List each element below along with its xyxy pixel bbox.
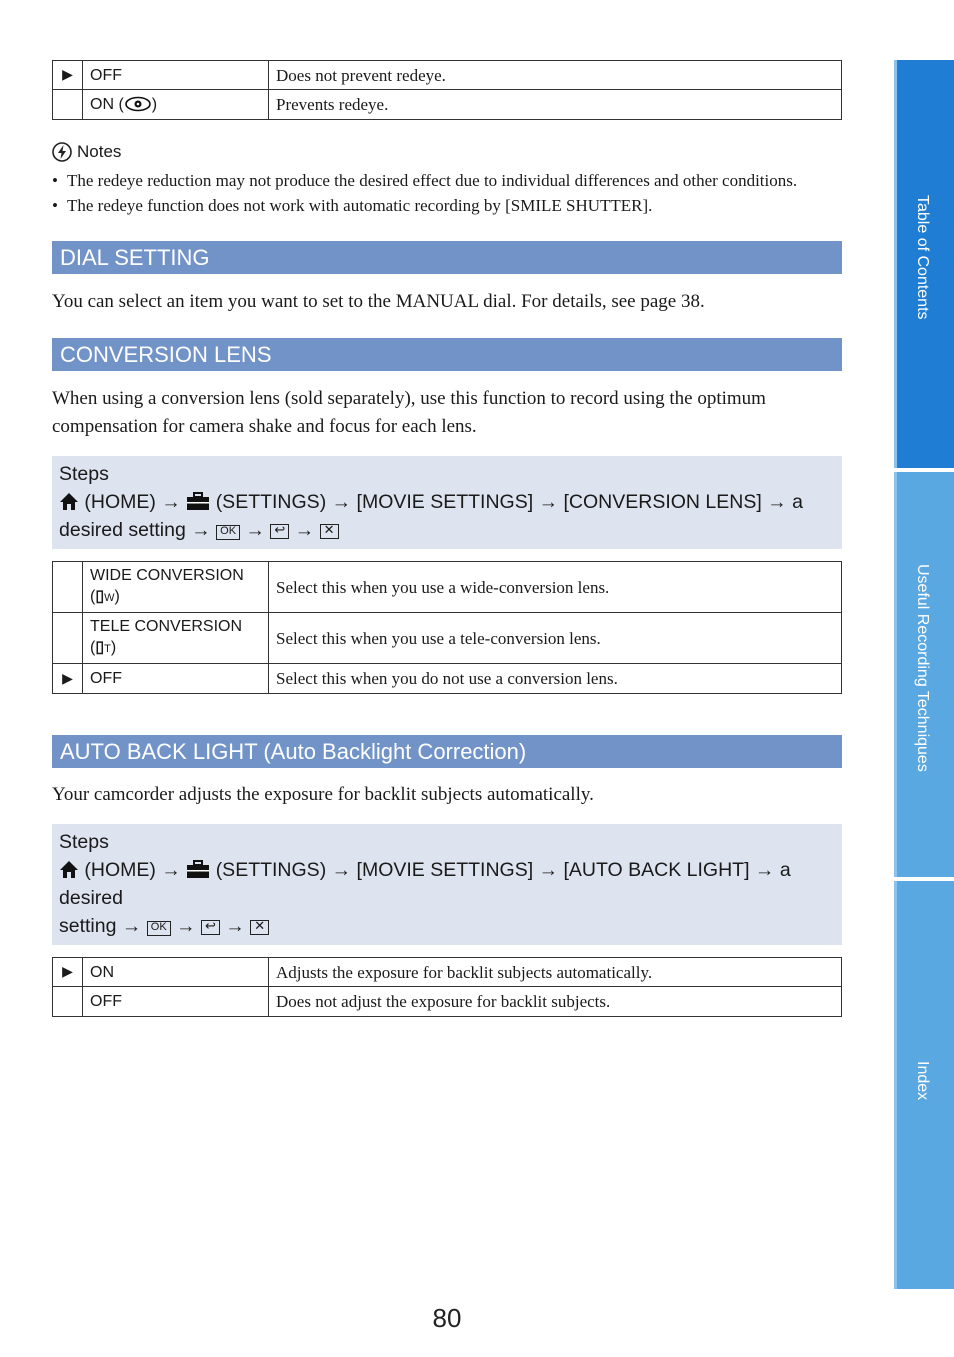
table-row [53, 61, 842, 90]
table-row [53, 987, 842, 1017]
tab-table-of-contents[interactable] [894, 60, 954, 468]
step-home: (HOME) [84, 491, 156, 513]
list-item [52, 193, 842, 218]
default-marker: ▶ [53, 958, 83, 987]
settings-toolbox-icon [186, 860, 210, 879]
tab-useful-recording-techniques[interactable] [894, 472, 954, 877]
step-settings: (SETTINGS) [215, 491, 327, 513]
option-name [83, 613, 269, 664]
step-home: (HOME) [84, 859, 156, 881]
icon-label: W [104, 592, 115, 604]
table-row [53, 613, 842, 664]
ok-button-icon: OK [216, 525, 240, 540]
option-name: OFF [83, 987, 269, 1017]
arrow: → [225, 915, 245, 937]
steps-conversion-lens [52, 456, 842, 549]
auto-back-light-text: Your camcorder adjusts the exposure for backlit subjects automatically. [52, 784, 594, 805]
note-text: The redeye reduction may not produce the desired effect due to individual differences and other conditions. [67, 171, 798, 190]
option-description: Select this when you do not use a conversion lens. [269, 664, 842, 694]
steps-path [59, 488, 835, 544]
option-description: Select this when you use a wide-conversion lens. [269, 562, 842, 613]
arrow: → [538, 859, 559, 881]
step-a-desired: a desired [59, 859, 791, 909]
section-header-conversion-lens: CONVERSION LENS [52, 338, 842, 371]
table-row [53, 958, 842, 987]
arrow: → [767, 491, 787, 513]
page-content [52, 60, 842, 1017]
option-description: Select this when you use a tele-conversion lens. [269, 613, 842, 664]
option-description: Does not prevent redeye. [269, 61, 842, 90]
table-row [53, 90, 842, 120]
bullet: • [52, 196, 58, 215]
notes-header [52, 142, 842, 162]
conversion-lens-options-table [52, 561, 842, 694]
tab-label: Useful Recording Techniques [914, 564, 931, 772]
section-header-dial-setting: DIAL SETTING [52, 241, 842, 274]
notes-icon [52, 142, 72, 162]
option-name: ON [83, 958, 269, 987]
notes-block [52, 142, 842, 218]
step-item: [CONVERSION LENS] [563, 491, 762, 513]
option-name-text: WIDE CONVERSION [90, 567, 244, 584]
return-icon: ↩ [201, 920, 220, 935]
default-marker [53, 987, 83, 1017]
dial-setting-text: You can select an item you want to set to the MANUAL dial. For details, see page 38. [52, 291, 705, 312]
table-row [53, 664, 842, 694]
list-item [52, 168, 842, 193]
option-name-text: TELE CONVERSION [90, 618, 243, 635]
tab-index[interactable] [894, 881, 954, 1289]
arrow: → [161, 859, 181, 881]
arrow: → [331, 491, 352, 513]
step-settings: (SETTINGS) [215, 859, 327, 881]
arrow: → [176, 915, 196, 937]
notes-title: Notes [77, 142, 122, 161]
section-header-auto-back-light: AUTO BACK LIGHT (Auto Backlight Correction) [52, 735, 842, 768]
arrow: → [754, 859, 775, 881]
close-icon: ✕ [320, 524, 339, 539]
step-movie-settings: [MOVIE SETTINGS] [356, 859, 534, 881]
table-row [53, 562, 842, 613]
default-marker: ▶ [53, 664, 83, 694]
step-desired-setting: desired setting [59, 519, 186, 541]
page-number: 80 [432, 1303, 462, 1333]
tab-label: Table of Contents [914, 195, 931, 320]
option-description: Does not adjust the exposure for backlit subjects. [269, 987, 842, 1017]
auto-back-light-options-table [52, 957, 842, 1017]
settings-toolbox-icon [186, 492, 210, 511]
option-name: OFF [83, 664, 269, 694]
step-setting: setting [59, 915, 117, 937]
note-text: The redeye function does not work with automatic recording by [SMILE SHUTTER]. [67, 196, 653, 215]
bullet: • [52, 171, 58, 190]
default-marker [53, 562, 83, 613]
return-icon: ↩ [270, 524, 289, 539]
wide-conversion-icon: (▯W) [90, 588, 120, 605]
tab-label: Index [914, 1061, 931, 1101]
tele-conversion-icon: (▯T) [90, 639, 117, 656]
ok-button-icon: OK [147, 921, 171, 936]
redeye-options-table [52, 60, 842, 120]
icon-label: T [104, 643, 111, 655]
default-marker: ▶ [53, 61, 83, 90]
steps-auto-back-light [52, 824, 842, 945]
steps-path [59, 856, 835, 940]
redeye-eye-icon [124, 96, 152, 112]
option-name-suffix: ) [151, 96, 158, 113]
arrow: → [538, 491, 559, 513]
home-icon [59, 492, 79, 511]
conversion-lens-text: When using a conversion lens (sold separately), use this function to record using the optimum compensation for camera shake and focus for each lens. [52, 388, 766, 437]
arrow: → [294, 519, 315, 541]
home-icon [59, 860, 79, 879]
option-description: Prevents redeye. [269, 90, 842, 120]
step-a: a [792, 491, 803, 513]
option-description: Adjusts the exposure for backlit subjects automatically. [269, 958, 842, 987]
option-name-text: ON ( [90, 96, 124, 113]
steps-label: Steps [59, 463, 109, 485]
arrow: → [245, 519, 265, 541]
notes-list [52, 168, 842, 218]
default-marker [53, 613, 83, 664]
step-item: [AUTO BACK LIGHT] [563, 859, 750, 881]
step-movie-settings: [MOVIE SETTINGS] [356, 491, 534, 513]
arrow: → [121, 915, 142, 937]
arrow: → [191, 519, 211, 541]
close-icon: ✕ [250, 920, 269, 935]
steps-label: Steps [59, 831, 109, 853]
option-name [83, 90, 269, 120]
arrow: → [331, 859, 352, 881]
arrow: → [161, 491, 181, 513]
option-name [83, 562, 269, 613]
option-name: OFF [83, 61, 269, 90]
default-marker [53, 90, 83, 120]
